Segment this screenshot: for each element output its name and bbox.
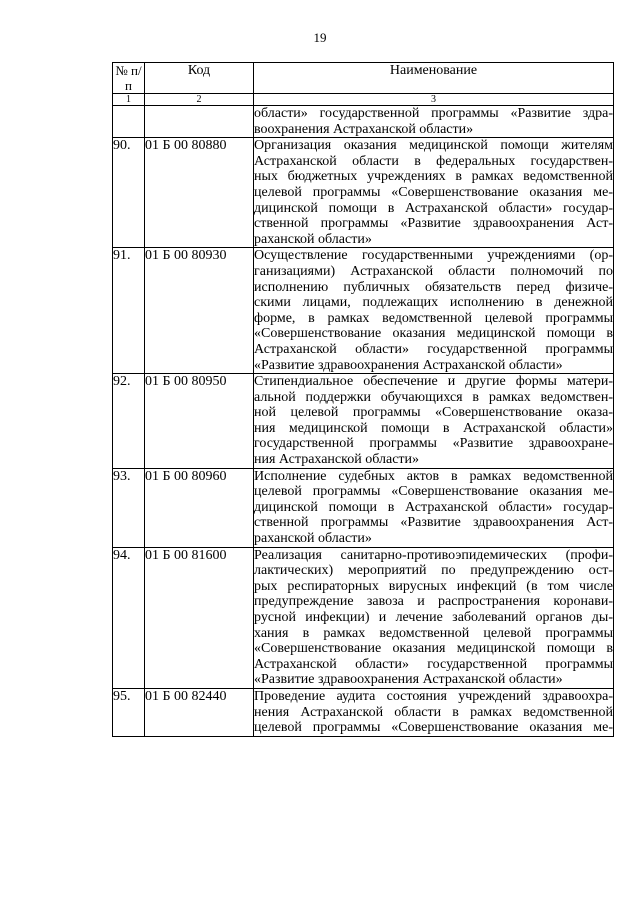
name-line: дицинской помощи в Астраханской области» государ-	[254, 200, 613, 216]
name-line: Исполнение судебных актов в рамках ведомственной	[254, 468, 613, 484]
name-line: ния медицинской помощи в Астраханской области»	[254, 420, 613, 436]
name-line: целевой программы «Совершенствование оказания ме-	[254, 720, 613, 736]
row-number: 94.	[113, 547, 145, 688]
name-line: русной инфекции) и лечение заболеваний органов ды-	[254, 610, 613, 625]
row-code: 01 Б 00 81600	[145, 547, 254, 688]
table-row	[113, 248, 614, 374]
column-index-row	[113, 94, 614, 106]
header-number-label: № п/п	[115, 63, 142, 93]
name-line: «Развитие здравоохранения Астраханской области»	[254, 672, 563, 688]
table-header-row	[113, 63, 614, 94]
name-line: Астраханской области» государственной программы	[254, 656, 613, 672]
name-line: рых респираторных вирусных инфекций (в том числе	[254, 578, 613, 594]
header-number	[113, 63, 145, 94]
name-line: скими лицами, подлежащих исполнению в денежной	[254, 295, 613, 311]
name-line: ния Астраханской области»	[254, 452, 420, 468]
name-line: Осуществление государственными учреждениями (ор-	[254, 248, 613, 264]
column-index: 3	[254, 94, 614, 106]
name-line: хания в рамках ведомственной целевой программы	[254, 625, 613, 641]
row-name	[254, 138, 614, 248]
name-line: дицинской помощи в Астраханской области» государ-	[254, 499, 613, 515]
table-row	[113, 138, 614, 248]
name-line: форме, в рамках ведомственной целевой программы	[254, 310, 613, 326]
row-code: 01 Б 00 80960	[145, 468, 254, 547]
name-line: ных бюджетных учреждениях в рамках ведомственной	[254, 169, 613, 185]
name-line: целевой программы «Совершенствование оказания ме-	[254, 484, 613, 500]
row-code: 01 Б 00 80930	[145, 248, 254, 374]
name-line: ной целевой программы «Совершенствование оказа-	[254, 405, 613, 421]
row-code	[145, 106, 254, 138]
row-name	[254, 547, 614, 688]
row-number: 93.	[113, 468, 145, 547]
row-name	[254, 468, 614, 547]
row-number: 91.	[113, 248, 145, 374]
name-line: государственной программы «Развитие здравоохране-	[254, 436, 613, 452]
row-name	[254, 688, 614, 736]
row-code: 01 Б 00 80880	[145, 138, 254, 248]
table-row	[113, 547, 614, 688]
table-row	[113, 106, 614, 138]
name-line: «Совершенствование оказания медицинской помощи в	[254, 326, 613, 342]
name-line: «Совершенствование оказания медицинской помощи в	[254, 641, 613, 657]
header-code: Код	[145, 63, 254, 94]
row-code: 01 Б 00 82440	[145, 688, 254, 736]
budget-codes-table	[112, 62, 614, 737]
row-code: 01 Б 00 80950	[145, 374, 254, 469]
name-line: целевой программы «Совершенствование оказания ме-	[254, 184, 613, 200]
row-number	[113, 106, 145, 138]
row-number: 95.	[113, 688, 145, 736]
name-line: альной поддержки обучающихся в рамках ведомствен-	[254, 389, 613, 405]
name-line: Организация оказания медицинской помощи жителям	[254, 138, 613, 154]
row-name	[254, 248, 614, 374]
page-number: 19	[313, 30, 327, 45]
name-line: исполнению публичных обязательств перед физиче-	[254, 279, 613, 295]
table-row	[113, 688, 614, 736]
row-name	[254, 106, 614, 138]
column-index: 2	[145, 94, 254, 106]
name-line: раханской области»	[254, 531, 372, 547]
name-line: раханской области»	[254, 231, 372, 247]
name-line: ственной программы «Развитие здравоохранения Аст-	[254, 216, 613, 232]
name-line: «Развитие здравоохранения Астраханской области»	[254, 357, 563, 373]
name-line: Астраханской области в федеральных государствен-	[254, 153, 613, 169]
name-line: воохранения Астраханской области»	[254, 121, 474, 137]
name-line: Реализация санитарно-противоэпидемических (профи-	[254, 547, 613, 563]
name-line: ганизациями) Астраханской области полномочий по	[254, 263, 613, 279]
table-row	[113, 374, 614, 469]
name-line: нения Астраханской области в рамках ведомственной	[254, 704, 613, 720]
name-line: Стипендиальное обеспечение и другие формы матери-	[254, 374, 613, 390]
row-number: 90.	[113, 138, 145, 248]
name-line: Астраханской области» государственной программы	[254, 341, 613, 357]
name-line: ственной программы «Развитие здравоохранения Аст-	[254, 515, 613, 531]
name-line: Проведение аудита состояния учреждений здравоохра-	[254, 688, 613, 704]
row-name	[254, 374, 614, 469]
name-line: лактических) мероприятий по предупреждению ост-	[254, 563, 613, 579]
column-index: 1	[113, 94, 145, 106]
header-name: Наименование	[254, 63, 614, 94]
name-line: предупреждение завоза и распространения коронави-	[254, 594, 613, 610]
table-row	[113, 468, 614, 547]
name-line: области» государственной программы «Развитие здра-	[254, 106, 613, 121]
row-number: 92.	[113, 374, 145, 469]
